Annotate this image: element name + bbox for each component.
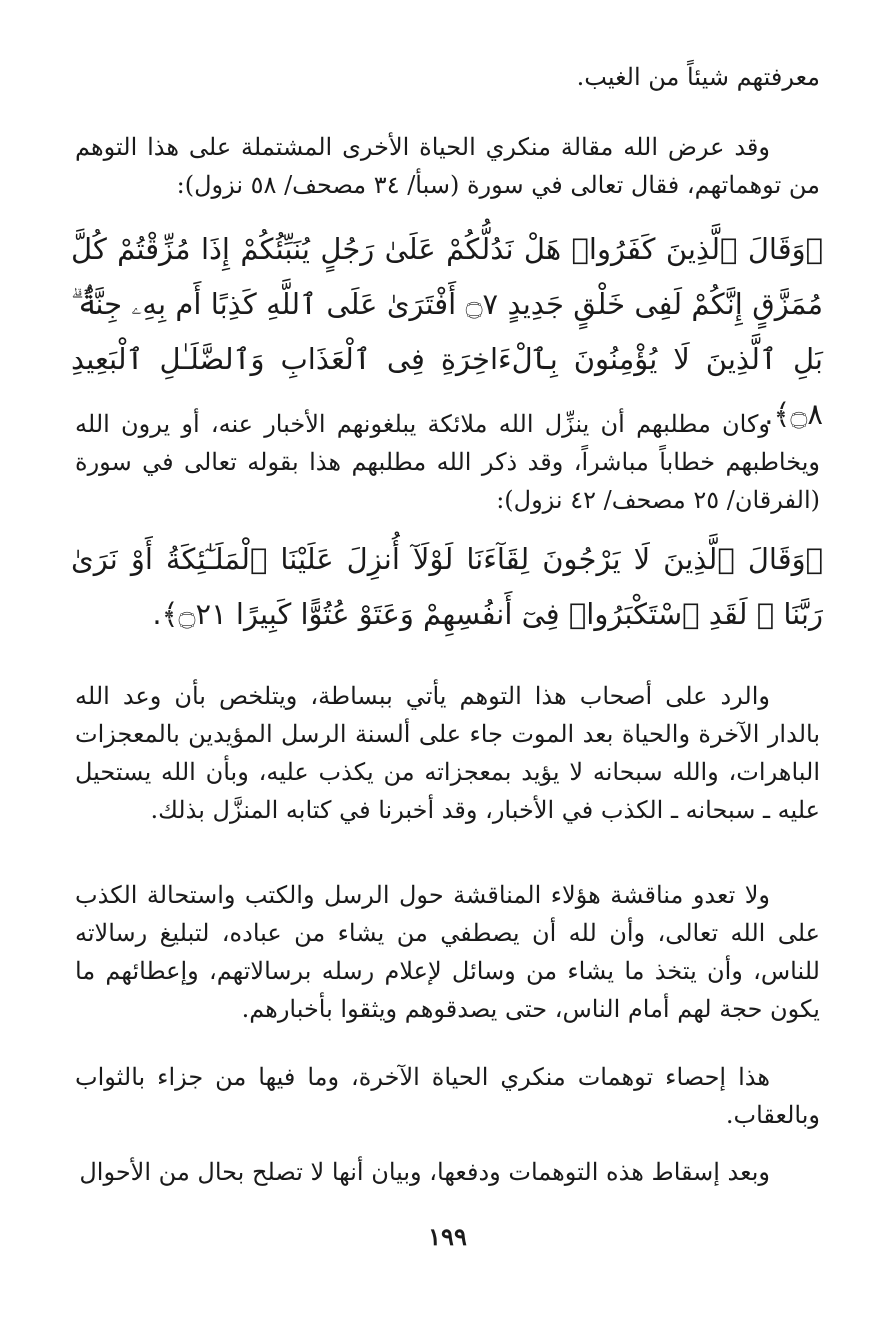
paragraph-rebuttal: والرد على أصحاب هذا التوهم يأتي ببساطة، ويتلخص بأن وعد الله بالدار الآخرة والحياة بعد الموت جاء على ألسنة الرسل المؤيدين بالمعجزات الباهرات، والله سبحانه لا يؤيد بمعجزاته من يكذب عليه، وبأن الله يستحيل عليه ـ سبحانه ـ الكذب في الأخبار، وقد أخبرنا في كتابه المنزَّل بذلك. — [75, 682, 821, 824]
quran-verse-saba: ﴿وَقَالَ ٱلَّذِينَ كَفَرُوا۟ هَلْ نَدُلُّكُمْ عَلَىٰ رَجُلٍ يُنَبِّئُكُمْ إِذَا مُزِّقْتُمْ كُلَّ مُمَزَّقٍ إِنَّكُمْ لَفِى خَلْقٍ جَدِيدٍ ۝٧ أَفْتَرَىٰ عَلَى ٱللَّهِ كَذِبًا أَم بِهِۦ جِنَّةٌۢ ۗ بَلِ ٱلَّذِينَ لَا يُؤْمِنُونَ بِٱلْءَاخِرَةِ فِى ٱلْعَذَابِ وَٱلضَّلَـٰلِ ٱلْبَعِيدِ ۝٨﴾. — [71, 232, 823, 431]
paragraph-summary: هذا إحصاء توهمات منكري الحياة الآخرة، وما فيها من جزاء بالثواب وبالعقاب. — [75, 1063, 820, 1129]
paragraph-saba-intro: وقد عرض الله مقالة منكري الحياة الأخرى المشتملة على هذا التوهم من توهماتهم، فقال تعالى في سورة (سبأ/ ٣٤ مصحف/ ٥٨ نزول): — [75, 133, 820, 199]
paragraph-furqan-intro: وكان مطلبهم أن ينزِّل الله ملائكة يبلغونهم الأخبار عنه، أو يرون الله ويخاطبهم خطاباً مباشراً، وقد ذكر الله مطلبهم هذا بقوله تعالى في سورة (الفرقان/ ٢٥ مصحف/ ٤٢ نزول): — [75, 410, 820, 514]
paragraph-discussion: ولا تعدو مناقشة هؤلاء المناقشة حول الرسل والكتب واستحالة الكذب على الله تعالى، وأن لله أن يصطفي من يشاء من عباده، لتبليغ رسالاته للناس، وأن يتخذ ما يشاء من وسائل لإعلام رسله برسالاتهم، وإعطائهم ما يكون حجة لهم أمام الناس، حتى يصدقوهم ويثقوا بأخبارهم. — [75, 881, 820, 1023]
quran-verse-furqan: ﴿وَقَالَ ٱلَّذِينَ لَا يَرْجُونَ لِقَآءَنَا لَوْلَآ أُنزِلَ عَلَيْنَا ٱلْمَلَـٰٓئِكَةُ أَوْ نَرَىٰ رَبَّنَا ۗ لَقَدِ ٱسْتَكْبَرُوا۟ فِىٓ أَنفُسِهِمْ وَعَتَوْ عُتُوًّا كَبِيرًا ۝٢١﴾. — [71, 542, 823, 631]
paragraph-continuation: وبعد إسقاط هذه التوهمات ودفعها، وبيان أنها لا تصلح بحال من الأحوال — [79, 1158, 770, 1186]
page-number: ١٩٩ — [428, 1222, 467, 1251]
paragraph-opening: معرفتهم شيئاً من الغيب. — [576, 63, 820, 91]
